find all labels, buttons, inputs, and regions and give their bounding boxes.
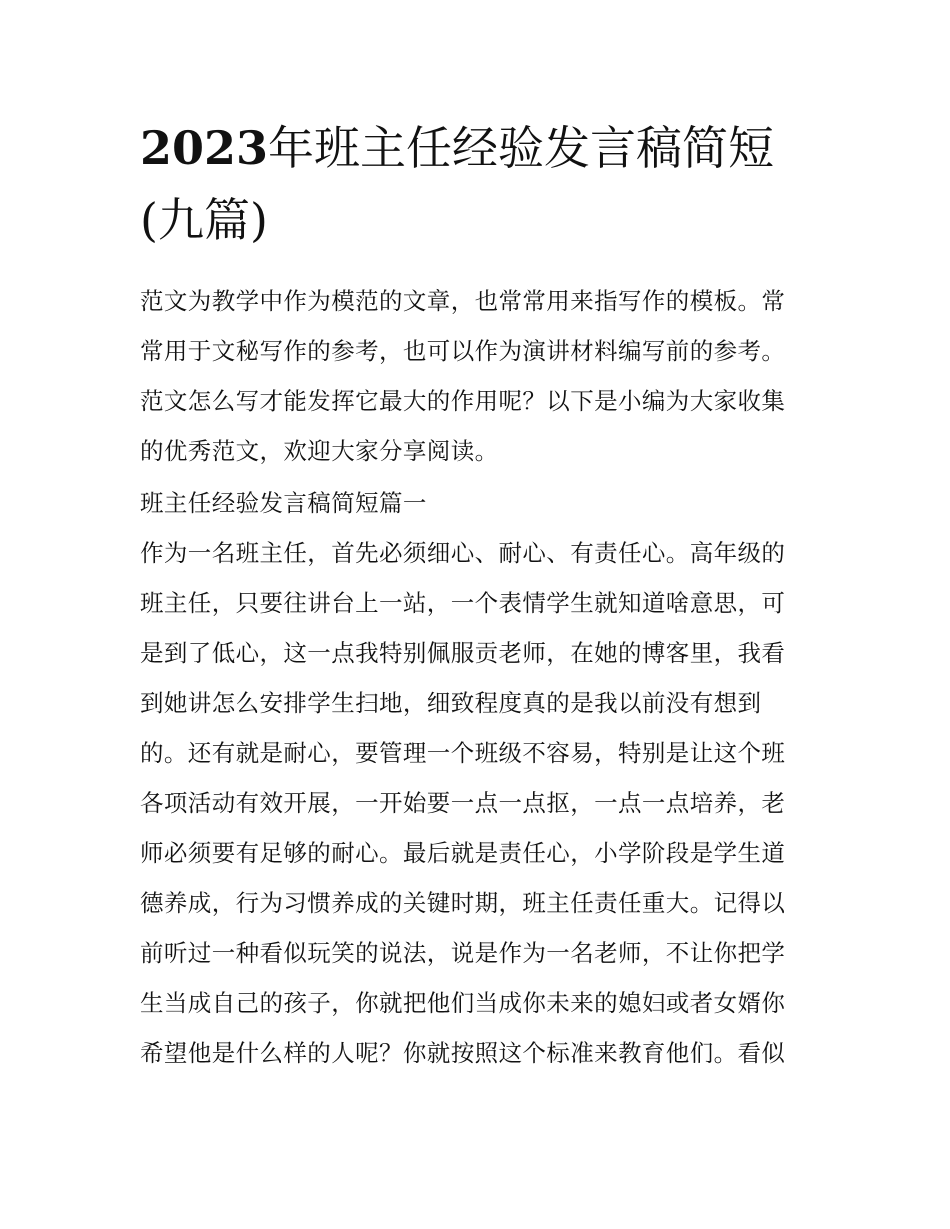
intro-line: 范文为教学中作为模范的文章，也常常用来指写作的模板。常 — [140, 287, 786, 315]
section-line: 作为一名班主任，首先必须细心、耐心、有责任心。高年级的 — [140, 539, 786, 567]
title-year: 2023 — [140, 121, 269, 175]
intro-line: 范文怎么写才能发挥它最大的作用呢？以下是小编为大家收集 — [140, 387, 786, 415]
section-line: 德养成，行为习惯养成的关键时期，班主任责任重大。记得以 — [140, 889, 786, 917]
intro-line: 的优秀范文，欢迎大家分享阅读。 — [140, 437, 499, 465]
intro-paragraph — [140, 276, 820, 476]
section-paragraph — [140, 528, 820, 1078]
section-line: 到她讲怎么安排学生扫地，细致程度真的是我以前没有想到 — [140, 689, 762, 717]
title-text: 年班主任经验发言稿简短 — [268, 121, 775, 175]
section-line: 师必须要有足够的耐心。最后就是责任心，小学阶段是学生道 — [140, 839, 786, 867]
section-line: 是到了低心，这一点我特别佩服贡老师，在她的博客里，我看 — [140, 639, 786, 667]
intro-line: 常用于文秘写作的参考，也可以作为演讲材料编写前的参考。 — [140, 337, 786, 365]
section-heading — [140, 478, 820, 528]
title-line-1 — [140, 112, 820, 184]
section-line: 生当成自己的孩子，你就把他们当成你未来的媳妇或者女婿你 — [140, 989, 786, 1017]
section-line: 班主任，只要往讲台上一站，一个表情学生就知道啥意思，可 — [140, 589, 786, 617]
section-heading-text: 班主任经验发言稿简短篇一 — [140, 489, 427, 517]
document-title — [140, 112, 820, 256]
section-line: 的。还有就是耐心，要管理一个班级不容易，特别是让这个班 — [140, 739, 786, 767]
section-line: 前听过一种看似玩笑的说法，说是作为一名老师，不让你把学 — [140, 939, 786, 967]
section-line: 希望他是什么样的人呢？你就按照这个标准来教育他们。看似 — [140, 1039, 786, 1067]
section-line: 各项活动有效开展，一开始要一点一点抠，一点一点培养，老 — [140, 789, 786, 817]
title-line-2: (九篇) — [140, 193, 268, 247]
